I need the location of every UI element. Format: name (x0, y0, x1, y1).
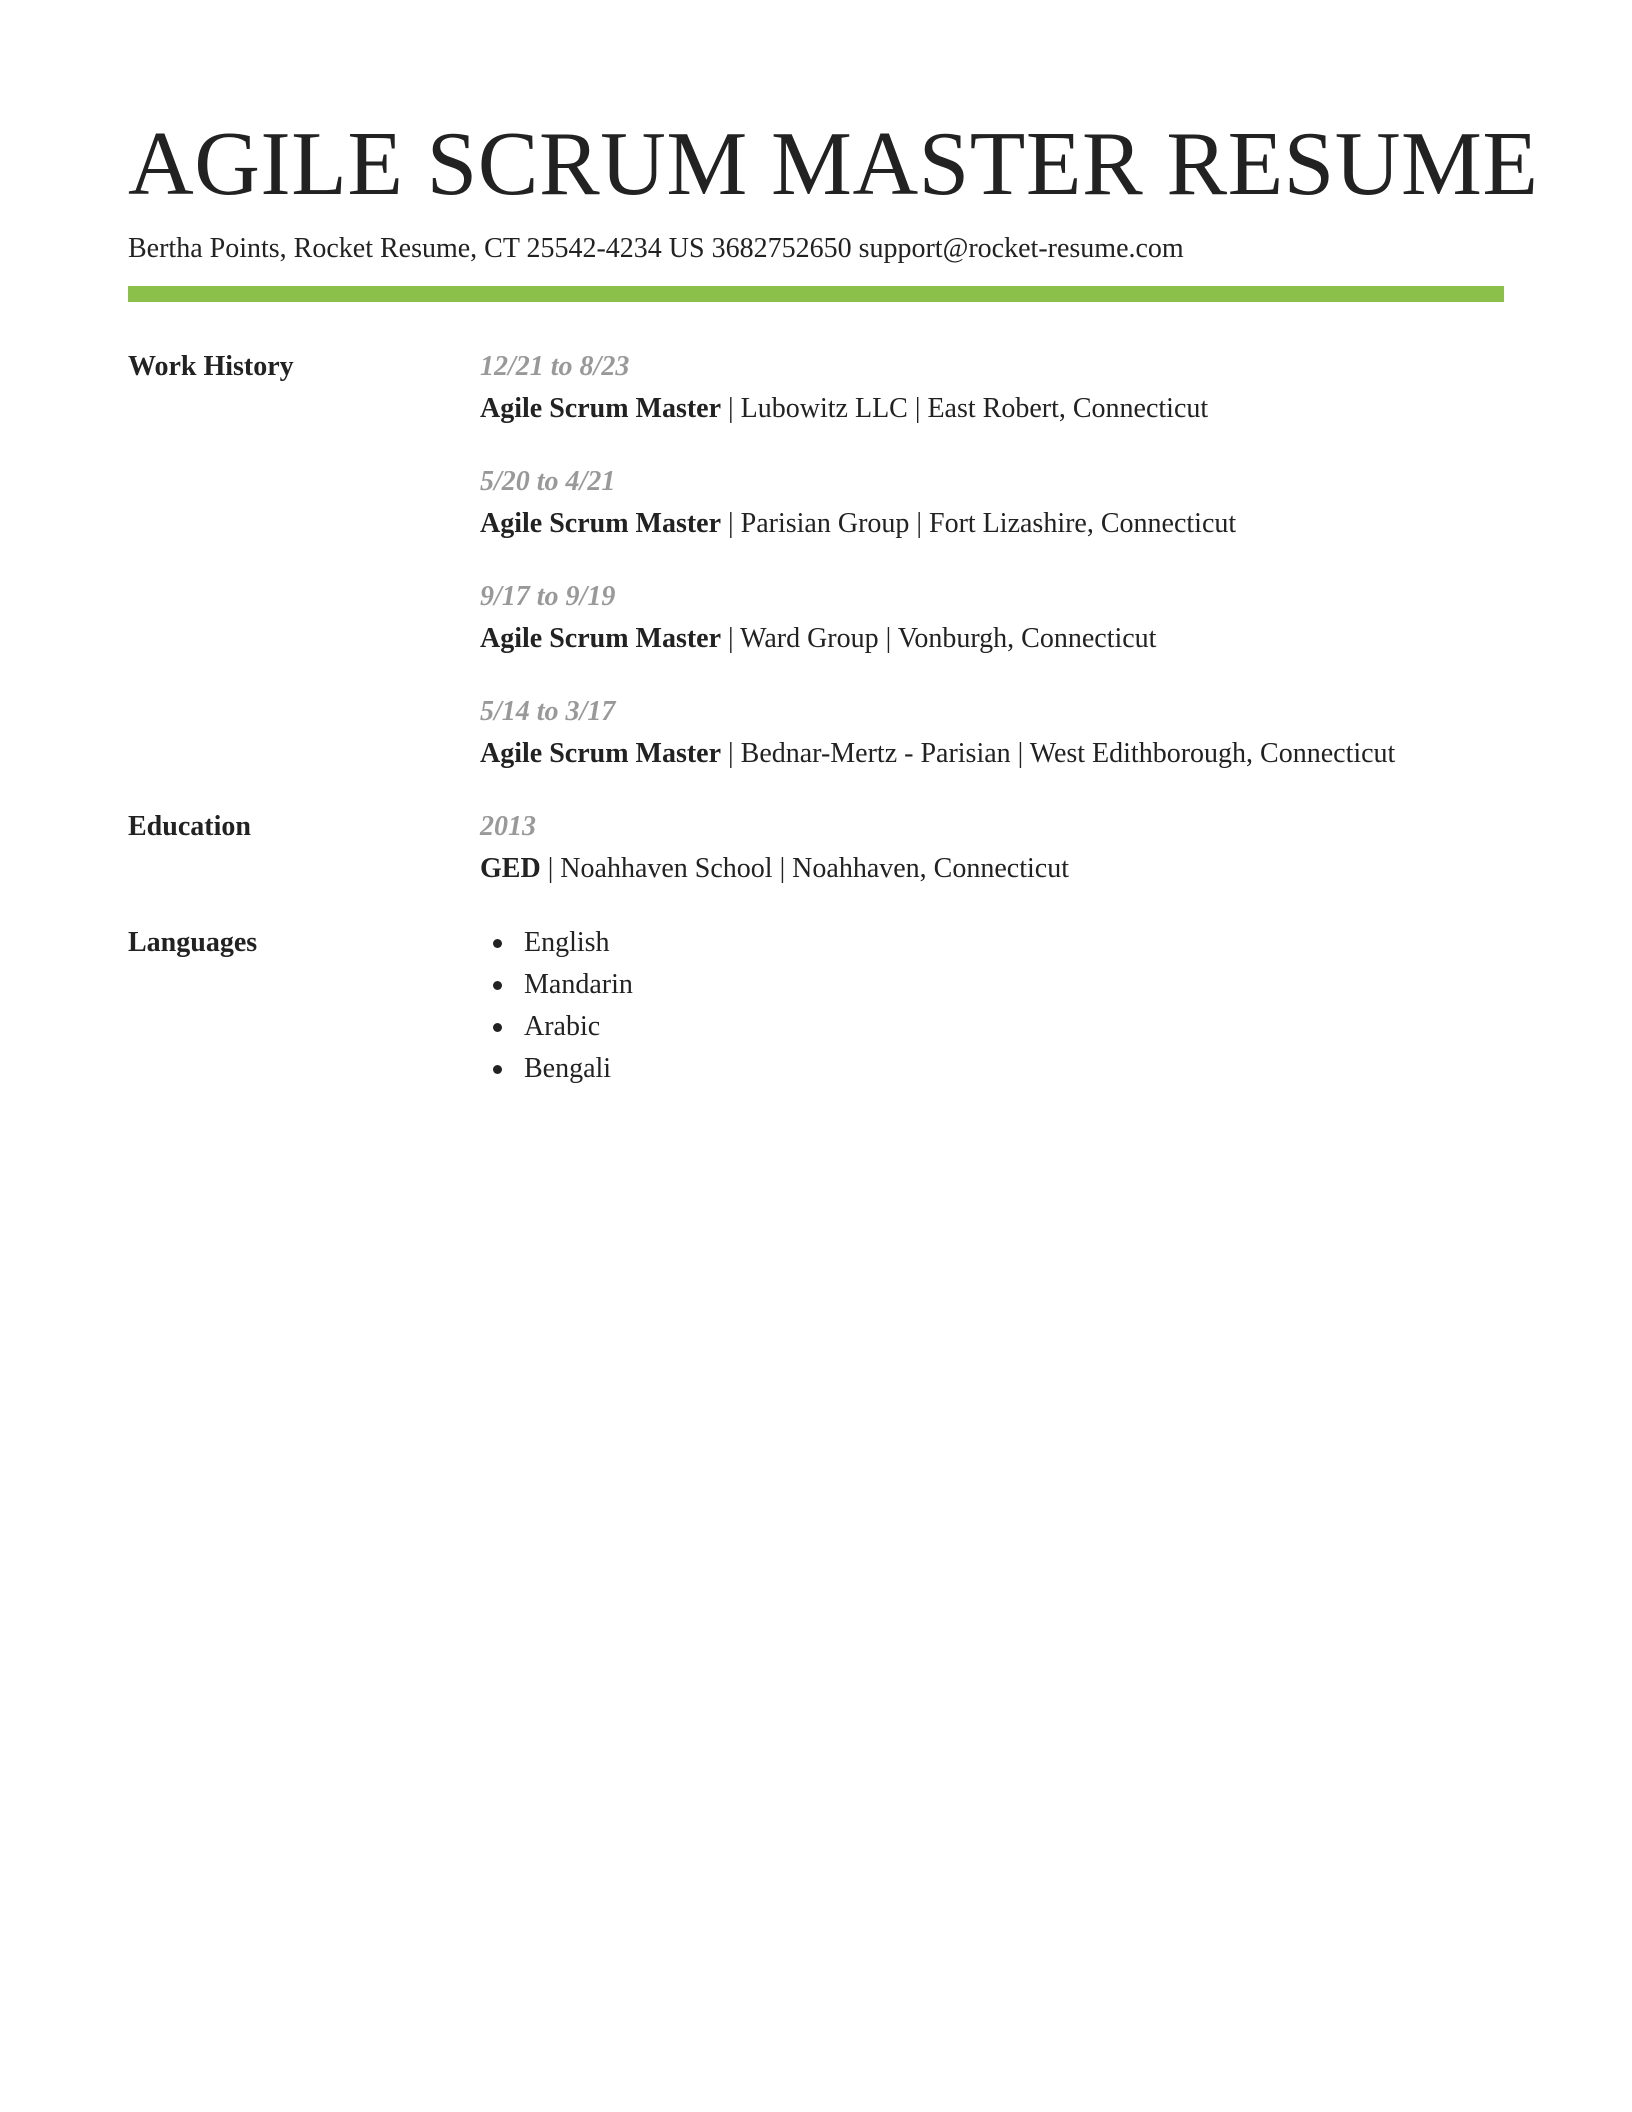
entry-job-line (480, 736, 1395, 772)
work-history-entry (480, 464, 1236, 542)
job-details: | Bednar-Mertz - Parisian | West Edithborough, Connecticut (721, 738, 1396, 769)
entry-dates: 9/17 to 9/19 (480, 581, 616, 612)
language-name: Mandarin (524, 969, 633, 1000)
entry-education-line (480, 851, 1069, 887)
language-item (480, 1006, 633, 1048)
job-title: Agile Scrum Master (480, 623, 722, 654)
education-entry (480, 809, 1069, 887)
job-details: | Parisian Group | Fort Lizashire, Connecticut (721, 508, 1237, 539)
language-item (480, 964, 633, 1006)
languages-list-container (480, 922, 633, 1090)
language-item (480, 922, 633, 964)
entry-dates: 5/20 to 4/21 (480, 466, 616, 497)
job-details: | Ward Group | Vonburgh, Connecticut (721, 623, 1157, 654)
education-heading: Education (128, 811, 251, 842)
education-details: | Noahhaven School | Noahhaven, Connecticut (540, 853, 1069, 884)
job-title: Agile Scrum Master (480, 508, 722, 539)
entry-job-line (480, 506, 1236, 542)
header-divider (128, 286, 1504, 302)
language-name: English (524, 927, 610, 958)
bullet-icon (493, 939, 502, 948)
entry-job-line (480, 391, 1208, 427)
contact-info: Bertha Points, Rocket Resume, CT 25542-4234 US 3682752650 support@rocket-resume.com (128, 233, 1184, 264)
work-history-entry (480, 579, 1156, 657)
bullet-icon (493, 1065, 502, 1074)
degree: GED (480, 853, 541, 884)
job-title: Agile Scrum Master (480, 738, 722, 769)
entry-dates: 12/21 to 8/23 (480, 351, 630, 382)
bullet-icon (493, 1023, 502, 1032)
entry-dates: 5/14 to 3/17 (480, 696, 616, 727)
language-item (480, 1048, 633, 1090)
entry-dates: 2013 (480, 811, 536, 842)
job-title: Agile Scrum Master (480, 393, 722, 424)
job-details: | Lubowitz LLC | East Robert, Connecticut (721, 393, 1209, 424)
bullet-icon (493, 981, 502, 990)
languages-heading: Languages (128, 927, 258, 958)
work-history-heading: Work History (128, 351, 294, 382)
resume-title: AGILE SCRUM MASTER RESUME (128, 113, 1539, 214)
language-name: Bengali (524, 1053, 612, 1084)
languages-list (480, 922, 633, 1090)
work-history-entry (480, 349, 1208, 427)
entry-job-line (480, 621, 1156, 657)
language-name: Arabic (524, 1011, 601, 1042)
work-history-entry (480, 694, 1395, 772)
